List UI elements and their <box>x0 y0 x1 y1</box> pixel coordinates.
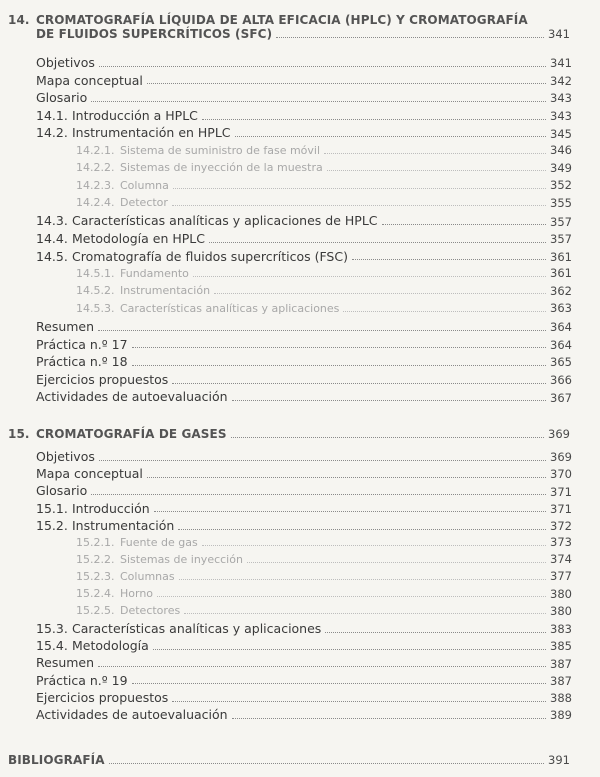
toc-entry <box>76 588 572 601</box>
chapter-title-line2: DE FLUIDOS SUPERCRÍTICOS (SFC) <box>36 27 273 41</box>
leader-dots <box>172 701 546 702</box>
entry-number: 14.2.1. <box>76 143 115 157</box>
entry-label: Objetivos <box>36 449 95 464</box>
leader-dots <box>235 136 546 137</box>
page-number: 349 <box>550 160 572 175</box>
bibliography-label: BIBLIOGRAFÍA <box>8 753 105 767</box>
toc-entry <box>36 320 572 334</box>
leader-dots <box>132 347 546 348</box>
entry-number: 14.2.3. <box>76 178 115 192</box>
leader-dots <box>172 383 546 384</box>
toc-entry <box>36 691 572 705</box>
entry-label: Características analíticas y aplicaciones <box>120 301 340 315</box>
toc-entry <box>36 74 572 88</box>
leader-dots <box>99 460 546 461</box>
toc-entry <box>36 622 572 636</box>
entry-label: Cromatografía de fluidos supercríticos (FSC) <box>72 248 348 264</box>
chapter-number: 14. <box>8 13 30 27</box>
leader-dots <box>178 529 546 530</box>
entry-number: 14.5.2. <box>76 284 115 298</box>
toc-entry <box>76 267 572 280</box>
leader-dots <box>382 224 546 225</box>
entry-label: Introducción a HPLC <box>72 107 198 123</box>
entry-label: Resumen <box>36 319 95 334</box>
leader-dots <box>91 494 546 495</box>
page-number: 374 <box>550 552 572 567</box>
toc-entry <box>76 553 572 566</box>
entry-label: Columna <box>120 178 169 192</box>
leader-dots <box>99 66 546 67</box>
entry-label: Ejercicios propuestos <box>36 689 169 705</box>
leader-dots <box>214 293 546 294</box>
leader-dots <box>153 649 546 650</box>
entry-label: Glosario <box>36 483 88 499</box>
page-number: 371 <box>550 501 572 516</box>
entry-label: Metodología <box>72 638 149 654</box>
entry-number: 14.5.3. <box>76 301 115 315</box>
leader-dots <box>327 170 546 171</box>
entry-label: Horno <box>120 587 154 601</box>
page-number: 391 <box>548 753 570 767</box>
entry-number: 14.2. <box>36 125 68 141</box>
chapter-number: 15. <box>8 427 30 441</box>
entry-number: 14.4. <box>36 231 68 246</box>
toc-entry <box>76 179 572 192</box>
page-number: 343 <box>550 108 572 123</box>
leader-dots <box>132 365 546 366</box>
toc-entry <box>76 144 572 157</box>
toc-entry <box>36 373 572 387</box>
leader-dots <box>343 311 546 312</box>
leader-dots <box>193 276 546 277</box>
page-number: 383 <box>550 622 572 637</box>
chapter-15-heading <box>8 427 570 441</box>
entry-label: Metodología en HPLC <box>72 231 205 246</box>
toc-entry <box>36 639 572 653</box>
entry-label: Objetivos <box>36 55 95 70</box>
toc-entry <box>36 232 572 246</box>
page-number: 389 <box>550 708 572 723</box>
page-number: 387 <box>550 656 572 671</box>
page-number: 369 <box>548 427 570 441</box>
entry-label: Ejercicios propuestos <box>36 371 169 387</box>
leader-dots <box>98 330 546 331</box>
page-number: 364 <box>550 320 572 335</box>
page-number: 352 <box>550 178 572 193</box>
entry-number: 15.2.5. <box>76 604 115 618</box>
page-number: 361 <box>550 266 572 281</box>
entry-number: 15.2.1. <box>76 535 115 549</box>
toc-entry <box>36 450 572 464</box>
entry-label: Instrumentación <box>120 284 211 298</box>
entry-number: 15.2. <box>36 517 68 533</box>
page-number: 380 <box>550 603 572 618</box>
entry-label: Glosario <box>36 90 88 106</box>
entry-label: Fundamento <box>120 266 189 280</box>
page-number: 369 <box>550 450 572 465</box>
leader-dots <box>324 153 546 154</box>
toc-entry <box>76 197 572 210</box>
entry-number: 15.1. <box>36 500 68 516</box>
entry-number: 15.2.3. <box>76 569 115 583</box>
leader-dots <box>157 596 546 597</box>
entry-number: 14.2.2. <box>76 161 115 175</box>
toc-entry <box>76 285 572 298</box>
page-number: 345 <box>550 126 572 141</box>
chapter-title: CROMATOGRAFÍA DE GASES <box>36 427 227 441</box>
entry-label: Práctica n.º 18 <box>36 354 128 370</box>
entry-label: Detectores <box>120 604 181 618</box>
leader-dots <box>209 242 546 243</box>
page-number: 357 <box>550 214 572 229</box>
toc-entry <box>36 91 572 105</box>
leader-dots <box>109 763 544 764</box>
entry-label: Detector <box>120 196 168 210</box>
page-number: 373 <box>550 535 572 549</box>
entry-label: Actividades de autoevaluación <box>36 707 228 722</box>
page-number: 362 <box>550 283 572 298</box>
page-number: 385 <box>550 639 572 654</box>
toc-entry <box>36 214 572 228</box>
entry-number: 15.2.4. <box>76 587 115 601</box>
bibliography-entry <box>8 753 570 767</box>
entry-number: 15.4. <box>36 638 68 654</box>
leader-dots <box>276 37 544 38</box>
page-number: 372 <box>550 518 572 533</box>
page-number: 380 <box>550 586 572 601</box>
entry-number: 15.3. <box>36 621 68 636</box>
page-number: 346 <box>550 143 572 157</box>
toc-entry <box>76 162 572 175</box>
toc-entry <box>36 355 572 369</box>
toc-entry <box>36 109 572 123</box>
leader-dots <box>147 83 546 84</box>
page-number: 357 <box>550 232 572 247</box>
toc-entry <box>36 250 572 264</box>
page-number: 343 <box>550 91 572 106</box>
entry-number: 14.5.1. <box>76 266 115 280</box>
leader-dots <box>202 545 546 546</box>
page-number: 371 <box>550 484 572 499</box>
entry-number: 14.3. <box>36 213 68 229</box>
entry-label: Instrumentación <box>72 517 175 533</box>
entry-label: Características analíticas y aplicaciones <box>72 621 322 636</box>
entry-label: Actividades de autoevaluación <box>36 389 228 405</box>
page-number: 366 <box>550 372 572 387</box>
toc-entry <box>36 519 572 533</box>
entry-number: 14.5. <box>36 248 68 264</box>
page-number: 365 <box>550 355 572 370</box>
entry-label: Sistemas de inyección <box>120 552 243 566</box>
entry-label: Características analíticas y aplicaciones de HPLC <box>72 213 378 229</box>
leader-dots <box>352 259 546 260</box>
toc-entry <box>36 126 572 140</box>
chapter-14-heading <box>8 13 598 41</box>
entry-label: Instrumentación en HPLC <box>72 125 231 141</box>
leader-dots <box>132 683 546 684</box>
entry-label: Práctica n.º 17 <box>36 336 128 352</box>
toc-entry <box>36 656 572 670</box>
page-number: 363 <box>550 301 572 316</box>
toc-entry <box>76 536 572 549</box>
entry-label: Práctica n.º 19 <box>36 672 128 688</box>
entry-number: 14.1. <box>36 107 68 123</box>
leader-dots <box>232 400 546 401</box>
toc-entry <box>36 674 572 688</box>
toc-entry <box>36 484 572 498</box>
toc-entry <box>36 502 572 516</box>
leader-dots <box>184 613 546 614</box>
leader-dots <box>325 632 546 633</box>
leader-dots <box>147 477 546 478</box>
leader-dots <box>98 666 546 667</box>
entry-label: Sistema de suministro de fase móvil <box>120 143 321 157</box>
page-number: 341 <box>548 27 570 41</box>
page-number: 364 <box>550 337 572 352</box>
entry-label: Columnas <box>120 569 175 583</box>
entry-label: Mapa conceptual <box>36 72 143 88</box>
entry-number: 14.2.4. <box>76 196 115 210</box>
leader-dots <box>173 188 546 189</box>
leader-dots <box>179 579 546 580</box>
page-number: 388 <box>550 690 572 705</box>
toc-entry <box>36 56 572 70</box>
toc-entry <box>36 708 572 722</box>
entry-label: Sistemas de inyección de la muestra <box>120 161 323 175</box>
leader-dots <box>247 562 546 563</box>
entry-label: Fuente de gas <box>120 535 198 549</box>
page-number: 367 <box>550 390 572 405</box>
entry-number: 15.2.2. <box>76 552 115 566</box>
page-number: 377 <box>550 569 572 584</box>
leader-dots <box>172 205 546 206</box>
entry-label: Mapa conceptual <box>36 466 143 482</box>
page-number: 342 <box>550 73 572 88</box>
page-number: 370 <box>550 467 572 482</box>
leader-dots <box>231 437 544 438</box>
page-number: 355 <box>550 195 572 210</box>
page-number: 361 <box>550 249 572 264</box>
leader-dots <box>154 511 546 512</box>
page-number: 387 <box>550 673 572 688</box>
entry-label: Resumen <box>36 655 95 671</box>
page-number: 341 <box>550 56 572 71</box>
chapter-title-line1: CROMATOGRAFÍA LÍQUIDA DE ALTA EFICACIA (HPLC) Y CROMATOGRAFÍA <box>36 13 528 27</box>
leader-dots <box>91 101 546 102</box>
toc-entry <box>76 570 572 583</box>
leader-dots <box>232 718 546 719</box>
leader-dots <box>202 119 546 120</box>
toc-entry <box>76 605 572 618</box>
toc-entry <box>36 390 572 404</box>
entry-label: Introducción <box>72 500 150 516</box>
toc-entry <box>76 302 572 315</box>
toc-entry <box>36 467 572 481</box>
toc-entry <box>36 338 572 352</box>
